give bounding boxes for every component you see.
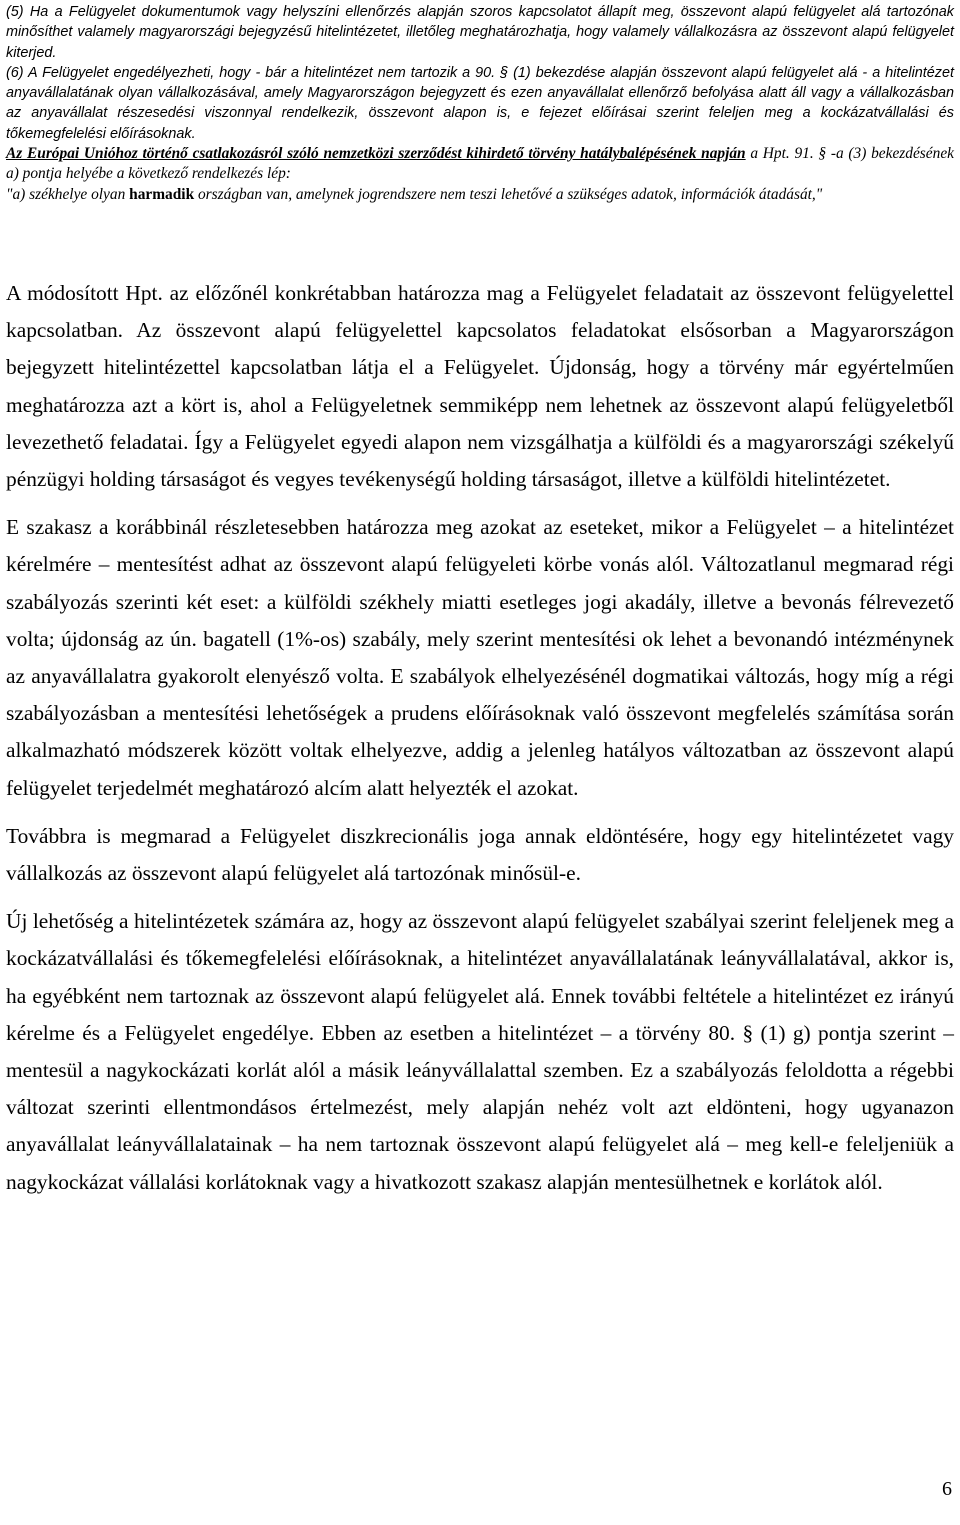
commentary-body	[6, 275, 954, 1212]
quote-paragraph-6: (6) A Felügyelet engedélyezheti, hogy - bár a hitelintézet nem tartozik a 90. § (1) bekezdése alapján összevont alapú felügyelet alá - a hitelintézet anyavállalatának olyan vállalkozásával, amely Magyarországon bejegyzett és ezen anyavállalat ellenőrző befolyása alatt áll vagy a vállalkozásban az anyavállalat részesedési viszonnyal rendelkezik, összevont alapon is, e fejezet előírásai szerint feleljen meg a kockázatvállalási és tőkemegfelelési előírásoknak.	[6, 64, 954, 142]
page-number: 6	[942, 1478, 952, 1500]
amendment-intro	[6, 144, 954, 185]
body-paragraph-3: Továbbra is megmarad a Felügyelet diszkrecionális joga annak eldöntésére, hogy egy hitelintézetet vagy vállalkozás az összevont alapú felügyelet alá tartozónak minősül-e.	[6, 823, 954, 886]
amendment-prefix: "a) székhelye olyan	[6, 185, 130, 203]
document-page	[6, 0, 954, 1525]
amendment-suffix: országban van, amelynek jogrendszere nem teszi lehetővé a szükséges adatok, információk átadását,"	[194, 185, 823, 203]
quoted-statute-block	[6, 2, 954, 205]
quote-paragraph-5: (5) Ha a Felügyelet dokumentumok vagy helyszíni ellenőrzés alapján szoros kapcsolatot állapít meg, összevont alapú felügyelet alá tartozónak minősíthet valamely magyarországi bejegyzésű hitelintézetet, illetőleg meghatározhatja, hogy valamely vállalkozásra az összevont alapú felügyelet kiterjed.	[6, 4, 954, 61]
law-heading-tail: a Hpt. 91. § -a (3) bekezdésének a) pontja helyébe a következő rendelkezés lép:	[6, 145, 954, 183]
amendment-text	[6, 185, 954, 205]
law-heading: Az Európai Unióhoz történő csatlakozásról szóló nemzetközi szerződést kihirdető törvény hatálybalépésének napján	[6, 145, 746, 163]
body-paragraph-1: A módosított Hpt. az előzőnél konkrétabban határozza mag a Felügyelet feladatait az összevont felügyelettel kapcsolatban. Az összevont alapú felügyelettel kapcsolatos feladatokat elsősorban a Magyarországon bejegyzett hitelintézettel kapcsolatban látja el a Felügyelet. Újdonság, hogy a törvény már egyértelműen meghatározza azt a kört is, ahol a Felügyeletnek semmiképp nem lehetnek az összevont alapú felügyeletből levezethető feladatai. Így a Felügyelet egyedi alapon nem vizsgálhatja a külföldi és a magyarországi székelyű pénzügyi holding társaságot és vegyes tevékenységű holding társaságot, illetve a külföldi hitelintézetet.	[6, 281, 954, 492]
amendment-bold-word: harmadik	[129, 185, 195, 203]
body-paragraph-2: E szakasz a korábbinál részletesebben határozza meg azokat az eseteket, mikor a Felügyelet – a hitelintézet kérelmére – mentesítést adhat az összevont alapú felügyeleti körbe vonás alól. Változatlanul megmarad régi szabályozás szerinti két eset: a külföldi székhely miatti esetleges jogi akadály, illetve a bevonás félrevezető volta; újdonság az ún. bagatell (1%-os) szabály, mely szerint mentesítési ok lehet a bevonandó intézménynek az anyavállalatra gyakorolt elenyésző volta. E szabályok elhelyezésénél dogmatikai változás, hogy míg a régi szabályozásban a mentesítési lehetőségek a prudens előírásoknak való összevont megfelelés számítása során alkalmazható módszerek között voltak elhelyezve, addig a jelenleg hatályos változatban az összevont alapú felügyelet terjedelmét meghatározó alcím alatt helyezték el azokat.	[6, 515, 954, 800]
body-paragraph-4: Új lehetőség a hitelintézetek számára az, hogy az összevont alapú felügyelet szabályai szerint feleljenek meg a kockázatvállalási és tőkemegfelelési előírásoknak, a hitelintézet anyavállalatának leányvállalatával, akkor is, ha egyébként nem tartoznak az összevont alapú felügyelet alá. Ennek további feltétele a hitelintézet ez irányú kérelme és a Felügyelet engedélye. Ebben az esetben a hitelintézet – a törvény 80. § (1) g) pontja szerint – mentesül a nagykockázati korlát alól a másik leányvállalattal szemben. Ez a szabályozás feloldotta a régebbi változat szerinti ellentmondásos értelmezést, mely alapján nehéz volt azt eldönteni, hogy ugyanazon anyavállalat leányvállalatainak – ha nem tartoznak összevont alapú felügyelet alá – meg kell-e feleljeniük a nagykockázat vállalási korlátoknak vagy a hivatkozott szakasz alapján mentesülhetnek e korlátok alól.	[6, 909, 954, 1194]
